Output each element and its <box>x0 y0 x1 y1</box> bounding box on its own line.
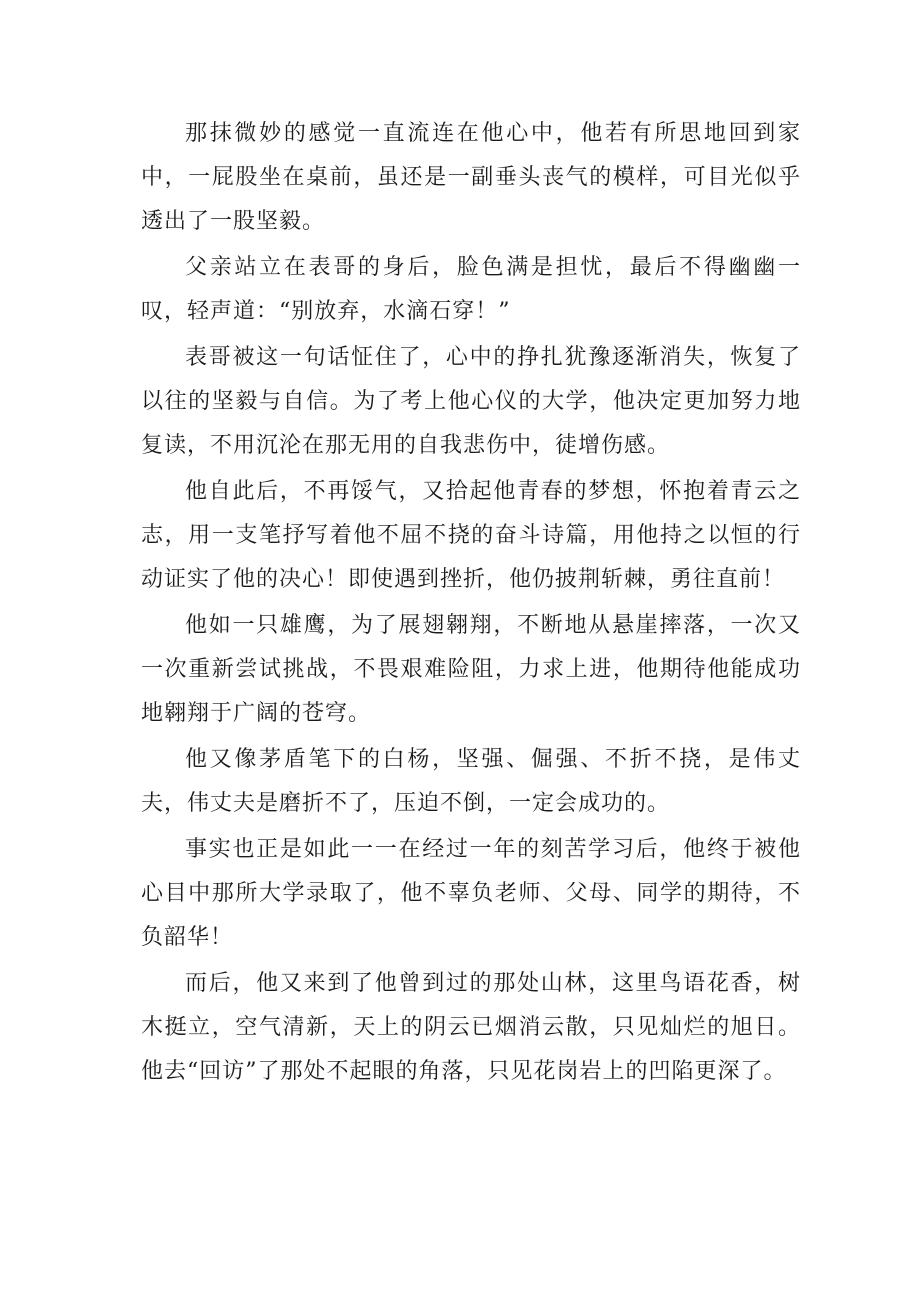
paragraph-6: 他又像茅盾笔下的白杨，坚强、倔强、不折不挠，是伟丈夫，伟丈夫是磨折不了，压迫不倒，一定会成功的。 <box>141 747 801 816</box>
paragraph-2: 父亲站立在表哥的身后，脸色满是担忧，最后不得幽幽一叹，轻声道：“别放弃，水滴石穿！” <box>141 255 801 324</box>
paragraph-3: 表哥被这一句话怔住了，心中的挣扎犹豫逐渐消失，恢复了以往的坚毅与自信。为了考上他心仪的大学，他决定更加努力地复读，不用沉沦在那无用的自我悲伤中，徒增伤感。 <box>141 345 801 458</box>
paragraph-8: 而后，他又来到了他曾到过的那处山林，这里鸟语花香，树木挺立，空气清新，天上的阴云已烟消云散，只见灿烂的旭日。他去“回访”了那处不起眼的角落，只见花岗岩上的凹陷更深了。 <box>141 971 801 1084</box>
paragraph-1: 那抹微妙的感觉一直流连在他心中，他若有所思地回到家中，一屁股坐在桌前，虽还是一副垂头丧气的模样，可目光似乎透出了一股坚毅。 <box>141 121 801 234</box>
document-body <box>141 112 801 1096</box>
paragraph-7: 事实也正是如此一一在经过一年的刻苦学习后，他终于被他心目中那所大学录取了，他不辜负老师、父母、同学的期待，不负韶华！ <box>141 837 801 950</box>
paragraph-4: 他自此后，不再馁气，又拾起他青春的梦想，怀抱着青云之志，用一支笔抒写着他不屈不挠的奋斗诗篇，用他持之以恒的行动证实了他的决心！即使遇到挫折，他仍披荆斩棘，勇往直前！ <box>141 479 801 592</box>
paragraph-5: 他如一只雄鹰，为了展翅翱翔，不断地从悬崖摔落，一次又一次重新尝试挑战，不畏艰难险阻，力求上进，他期待他能成功地翱翔于广阔的苍穹。 <box>141 613 801 726</box>
